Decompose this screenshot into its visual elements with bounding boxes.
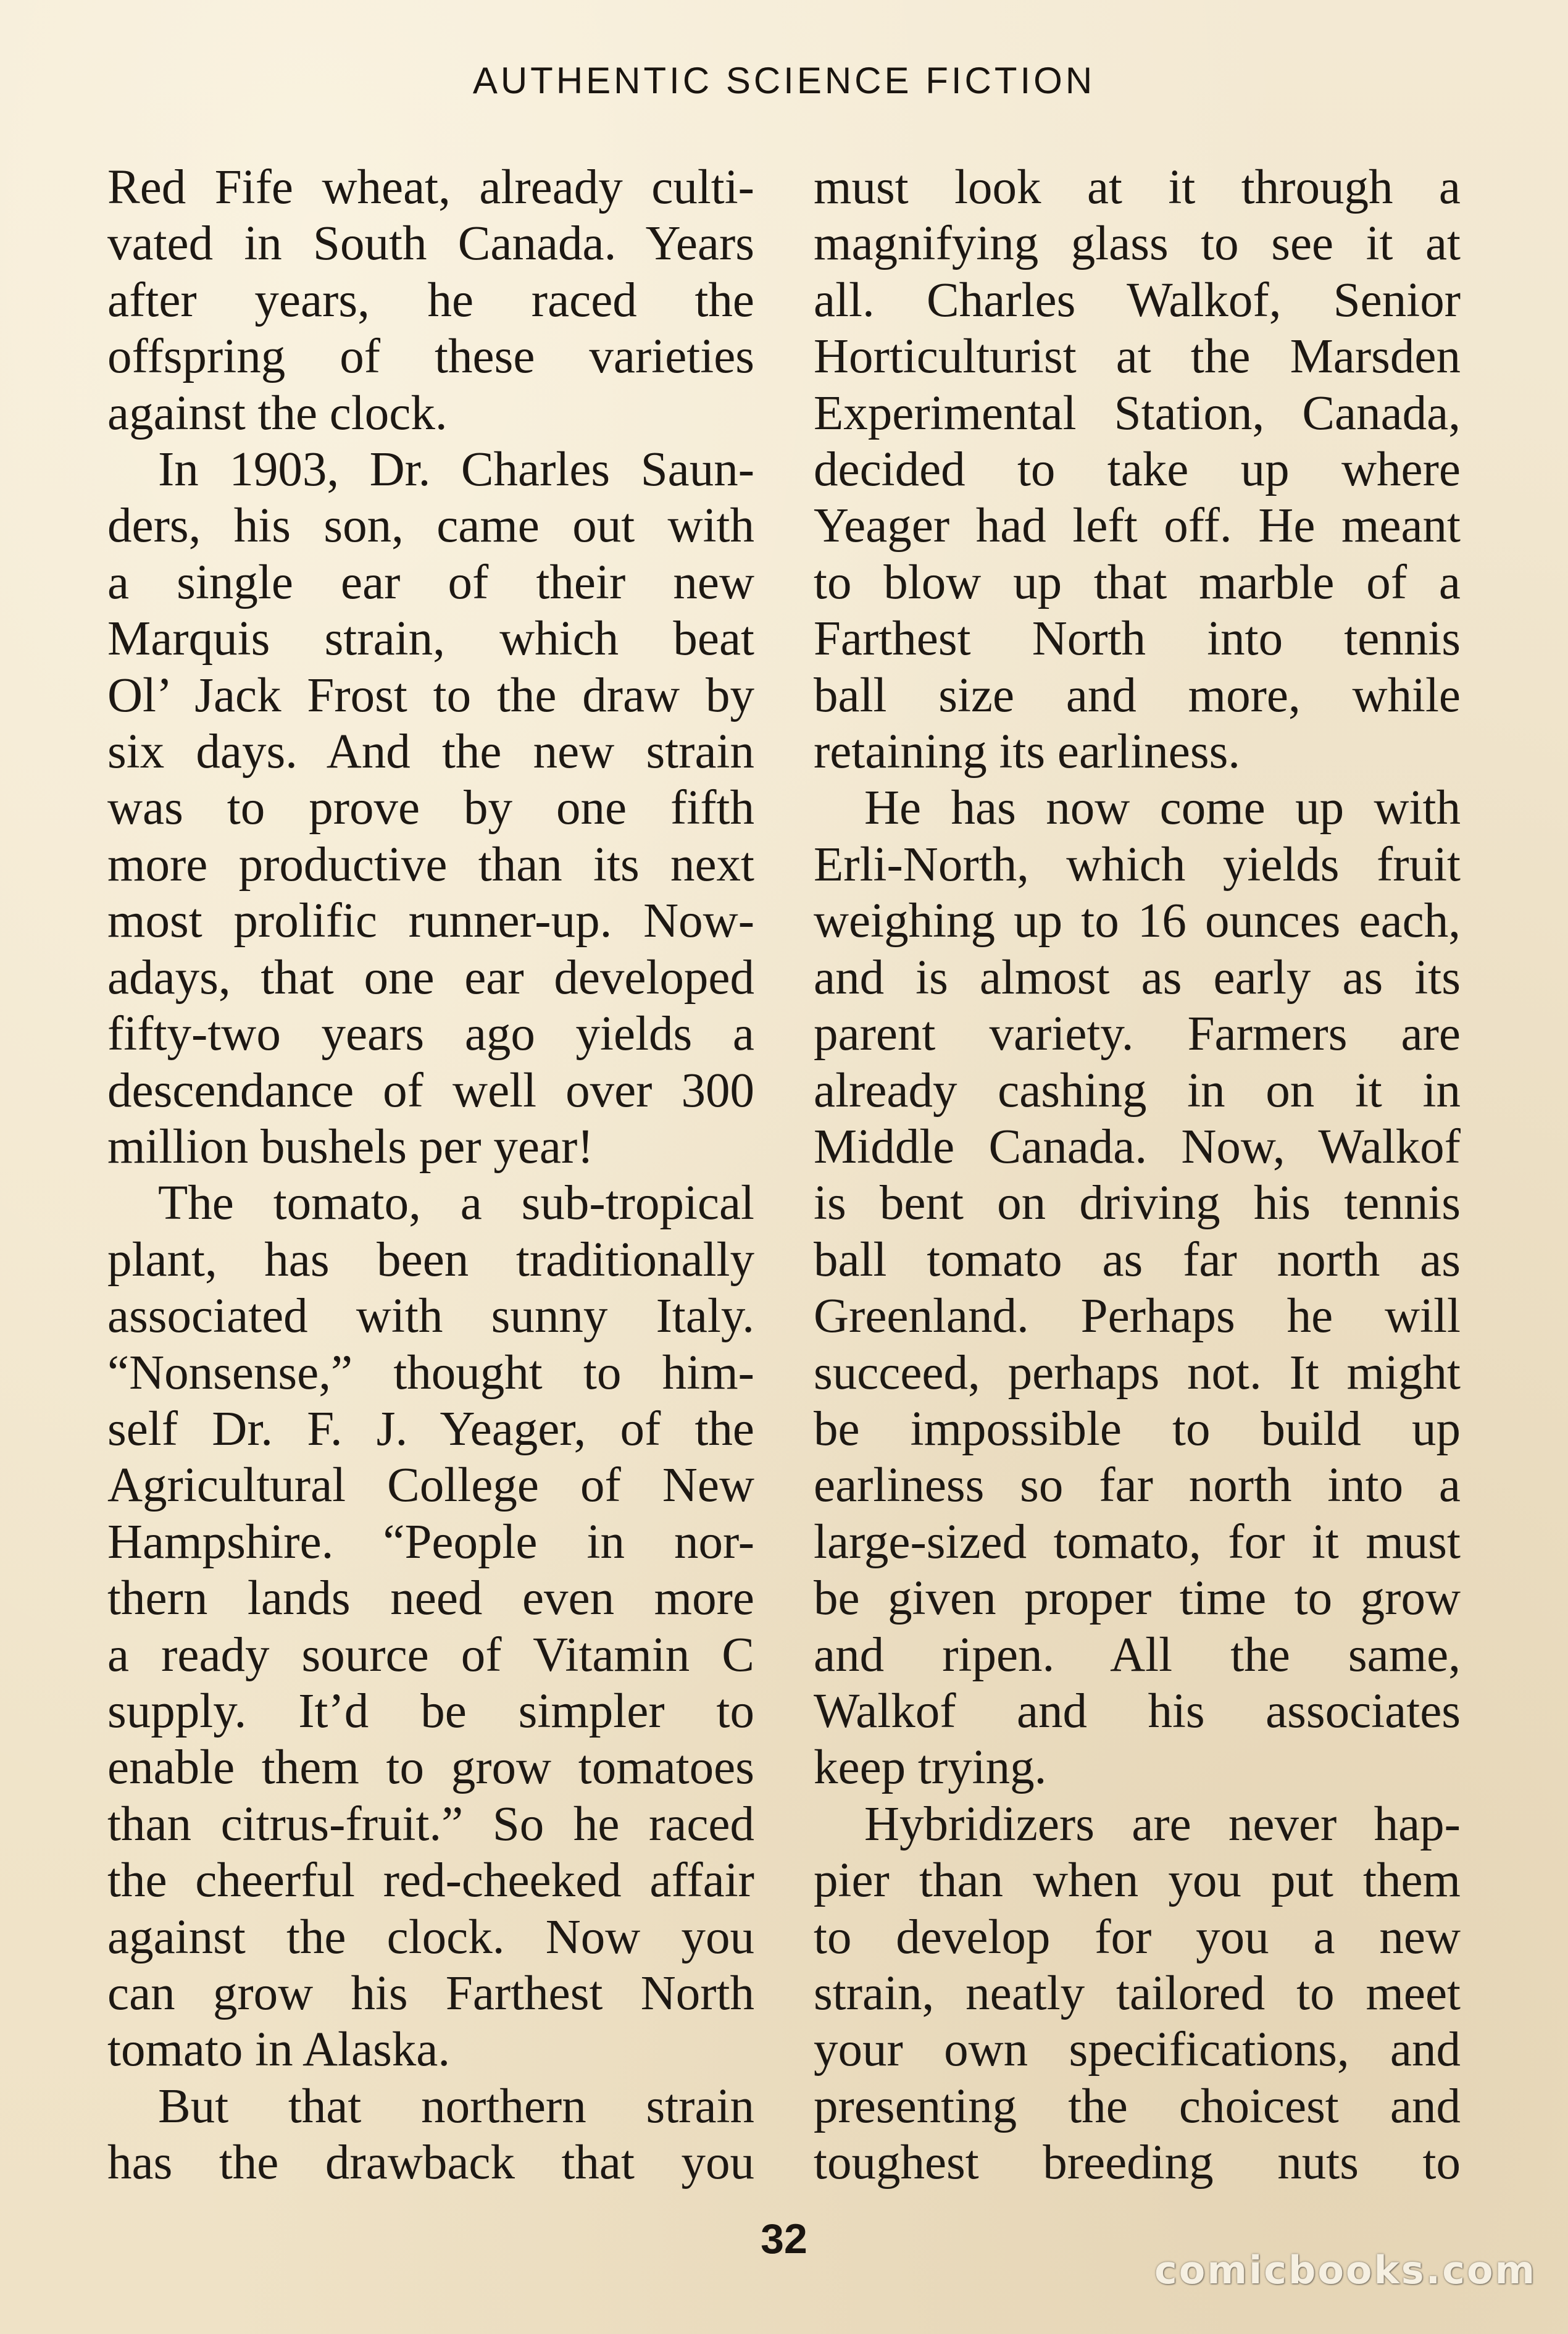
text-line: He has now come up with [864, 781, 1461, 835]
text-line: magnifying glass to see it at [814, 217, 1461, 271]
text-line: associated with sunny Italy. [107, 1289, 754, 1344]
left-text-column [107, 159, 754, 2191]
text-line: The tomato, a sub-tropical [158, 1176, 754, 1231]
text-line: was to prove by one fifth [107, 781, 754, 835]
text-line: Marquis strain, which beat [107, 612, 754, 666]
right-text-column [814, 159, 1461, 2191]
text-line: your own specifications, and [814, 2023, 1461, 2077]
text-line: weighing up to 16 ounces each, [814, 894, 1461, 948]
text-line: toughest breeding nuts to [814, 2136, 1461, 2190]
text-line: already cashing in on it in [814, 1063, 1461, 1118]
text-line: the cheerful red-cheeked affair [107, 1854, 754, 1908]
text-line: thern lands need even more [107, 1571, 754, 1626]
text-line: enable them to grow tomatoes [107, 1741, 754, 1795]
text-line: has the drawback that you [107, 2136, 754, 2190]
text-line: succeed, perhaps not. It might [814, 1345, 1461, 1400]
text-line: Red Fife wheat, already culti- [107, 161, 754, 214]
text-line: six days. And the new strain [107, 725, 754, 779]
text-line: million bushels per year! [107, 1119, 594, 1174]
text-line: Hybridizers are never hap- [864, 1797, 1461, 1851]
text-line: earliness so far north into a [814, 1458, 1461, 1513]
text-line: pier than when you put them [814, 1854, 1461, 1908]
text-line: Horticulturist at the Marsden [814, 330, 1461, 384]
text-line: and ripen. All the same, [814, 1628, 1461, 1682]
text-line: to blow up that marble of a [814, 555, 1461, 609]
text-line: all. Charles Walkof, Senior [814, 273, 1461, 327]
text-line: retaining its earliness. [814, 725, 1241, 779]
page-number: 32 [761, 2215, 807, 2262]
text-line: Hampshire. “People in nor- [107, 1515, 754, 1569]
text-line: after years, he raced the [107, 273, 754, 327]
text-line: plant, has been traditionally [107, 1232, 754, 1287]
text-line: than citrus-fruit.” So he raced [107, 1797, 754, 1851]
text-line: and is almost as early as its [814, 950, 1461, 1005]
text-line: most prolific runner-up. Now- [107, 894, 754, 948]
text-line: But that northern strain [158, 2079, 754, 2133]
text-line: is bent on driving his tennis [814, 1176, 1461, 1231]
text-line: Middle Canada. Now, Walkof [814, 1119, 1461, 1174]
text-line: descendance of well over 300 [107, 1063, 754, 1118]
text-line: large-sized tomato, for it must [814, 1515, 1461, 1569]
text-line: must look at it through a [814, 161, 1461, 214]
text-line: more productive than its next [107, 837, 754, 892]
text-line: Ol’ Jack Frost to the draw by [107, 668, 754, 722]
watermark-logo: comicbooks.com [1154, 2248, 1537, 2293]
text-line: a ready source of Vitamin C [107, 1628, 754, 1682]
text-line: keep trying. [814, 1741, 1047, 1795]
text-line: Experimental Station, Canada, [814, 386, 1461, 440]
text-line: Greenland. Perhaps he will [814, 1289, 1461, 1344]
text-line: ball size and more, while [814, 668, 1461, 722]
text-line: presenting the choicest and [814, 2079, 1461, 2133]
text-line: against the clock. Now you [107, 1910, 754, 1964]
text-line: vated in South Canada. Years [107, 217, 754, 271]
text-line: Erli-North, which yields fruit [814, 837, 1461, 892]
text-line: offspring of these varieties [107, 330, 754, 384]
text-line: can grow his Farthest North [107, 1967, 754, 2020]
text-line: be given proper time to grow [814, 1571, 1461, 1626]
text-line: ball tomato as far north as [814, 1232, 1461, 1287]
text-line: Agricultural College of New [107, 1458, 754, 1513]
text-line: a single ear of their new [107, 555, 754, 609]
text-line: be impossible to build up [814, 1402, 1461, 1456]
text-line: against the clock. [107, 386, 448, 440]
text-line: adays, that one ear developed [107, 950, 754, 1005]
text-line: Walkof and his associates [814, 1684, 1461, 1738]
running-head: AUTHENTIC SCIENCE FICTION [472, 60, 1096, 101]
text-line: self Dr. F. J. Yeager, of the [107, 1402, 754, 1456]
text-line: supply. It’d be simpler to [107, 1684, 754, 1738]
text-line: parent variety. Farmers are [814, 1007, 1461, 1061]
text-line: decided to take up where [814, 443, 1461, 497]
text-line: fifty-two years ago yields a [107, 1007, 754, 1061]
text-line: to develop for you a new [814, 1910, 1461, 1964]
text-line: In 1903, Dr. Charles Saun- [158, 443, 754, 497]
text-line: Farthest North into tennis [814, 612, 1461, 666]
text-line: “Nonsense,” thought to him- [107, 1345, 754, 1400]
text-line: strain, neatly tailored to meet [814, 1967, 1461, 2020]
text-line: ders, his son, came out with [107, 499, 754, 553]
text-line: Yeager had left off. He meant [814, 499, 1461, 553]
text-line: tomato in Alaska. [107, 2023, 451, 2077]
